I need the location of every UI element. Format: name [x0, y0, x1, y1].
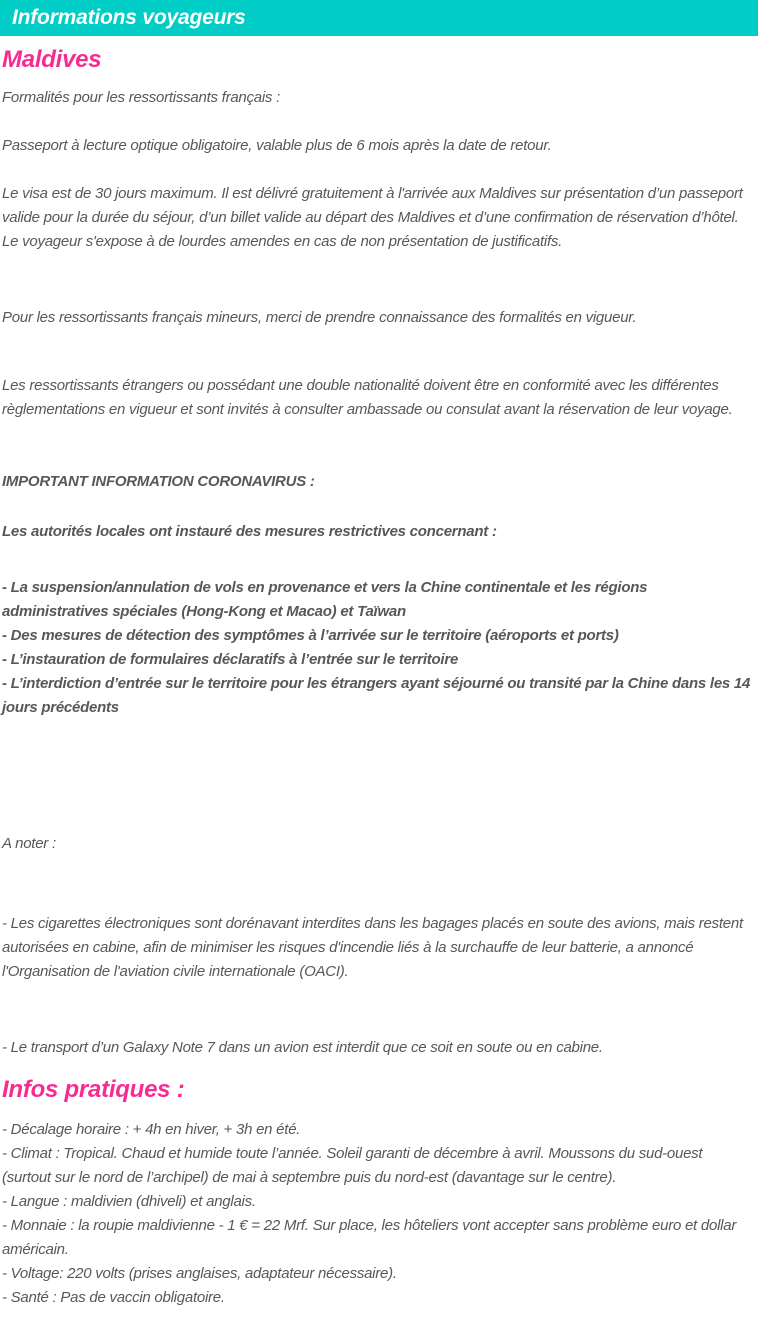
passport-requirement: Passeport à lecture optique obligatoire, valable plus de 6 mois après la date de retour. — [2, 137, 552, 154]
coronavirus-measure-item: - L’interdiction d’entrée sur le territoire pour les étrangers ayant séjourné ou transité par la Chine dans les 14 jours précédents — [2, 675, 751, 716]
practical-info-title: Infos pratiques : — [2, 1076, 185, 1103]
practical-item-language: - Langue : maldivien (dhiveli) et anglais. — [2, 1193, 256, 1210]
country-title: Maldives — [2, 46, 102, 73]
coronavirus-measures-list — [2, 576, 755, 720]
visa-paragraph — [2, 182, 755, 254]
practical-item-health: - Santé : Pas de vaccin obligatoire. — [2, 1289, 225, 1306]
minors-notice: Pour les ressortissants français mineurs, merci de prendre connaissance des formalités en vigueur. — [2, 309, 637, 326]
practical-item-currency: - Monnaie : la roupie maldivienne - 1 € = 22 Mrf. Sur place, les hôteliers vont accepter sans problème euro et dollar américain. — [2, 1217, 737, 1258]
galaxy-note7-note: - Le transport d’un Galaxy Note 7 dans un avion est interdit que ce soit en soute ou en cabine. — [2, 1039, 603, 1056]
coronavirus-measure-item: - Des mesures de détection des symptômes à l’arrivée sur le territoire (aéroports et ports) — [2, 627, 619, 644]
visa-main-text: Le visa est de 30 jours maximum. Il est délivré gratuitement à l'arrivée aux Maldives sur présentation d’un passeport valide pour la durée du séjour, d’un billet valide au départ des Maldives et d’une confirmation de réservation d’hôtel. — [2, 185, 743, 226]
page-header-title: Informations voyageurs — [12, 6, 246, 29]
ecigarette-note: - Les cigarettes électroniques sont dorénavant interdites dans les bagages placés en soute des avions, mais restent autorisées en cabine, afin de minimiser les risques d'incendie liés à la surchauffe de leur batterie, a annoncé l'Organisation de l'aviation civile internationale (OACI). — [2, 915, 743, 980]
notes-title: A noter : — [2, 835, 56, 852]
foreigners-notice: Les ressortissants étrangers ou possédant une double nationalité doivent être en conformité avec les différentes règlementations en vigueur et sont invités à consulter ambassade ou consulat avant la réservation de leur voyage. — [2, 377, 733, 418]
practical-item-climate: - Climat : Tropical. Chaud et humide toute l’année. Soleil garanti de décembre à avril. Moussons du sud-ouest (surtout sur le nord de l’archipel) de mai à septembre puis du nord-est (davantage sur le centre). — [2, 1145, 703, 1186]
practical-item-timezone: - Décalage horaire : + 4h en hiver, + 3h en été. — [2, 1121, 301, 1138]
traveler-info-content — [0, 44, 758, 1310]
coronavirus-title: IMPORTANT INFORMATION CORONAVIRUS : — [2, 473, 315, 490]
visa-warning-text: Le voyageur s'expose à de lourdes amendes en cas de non présentation de justificatifs. — [2, 233, 563, 250]
practical-info-list — [2, 1118, 755, 1310]
page-header — [0, 0, 758, 36]
practical-item-voltage: - Voltage: 220 volts (prises anglaises, adaptateur nécessaire). — [2, 1265, 397, 1282]
formalities-intro: Formalités pour les ressortissants français : — [2, 89, 281, 106]
coronavirus-intro: Les autorités locales ont instauré des mesures restrictives concernant : — [2, 523, 497, 540]
coronavirus-measure-item: - La suspension/annulation de vols en provenance et vers la Chine continentale et les régions administratives spéciales (Hong-Kong et Macao) et Taïwan — [2, 579, 648, 620]
coronavirus-measure-item: - L’instauration de formulaires déclaratifs à l’entrée sur le territoire — [2, 651, 459, 668]
